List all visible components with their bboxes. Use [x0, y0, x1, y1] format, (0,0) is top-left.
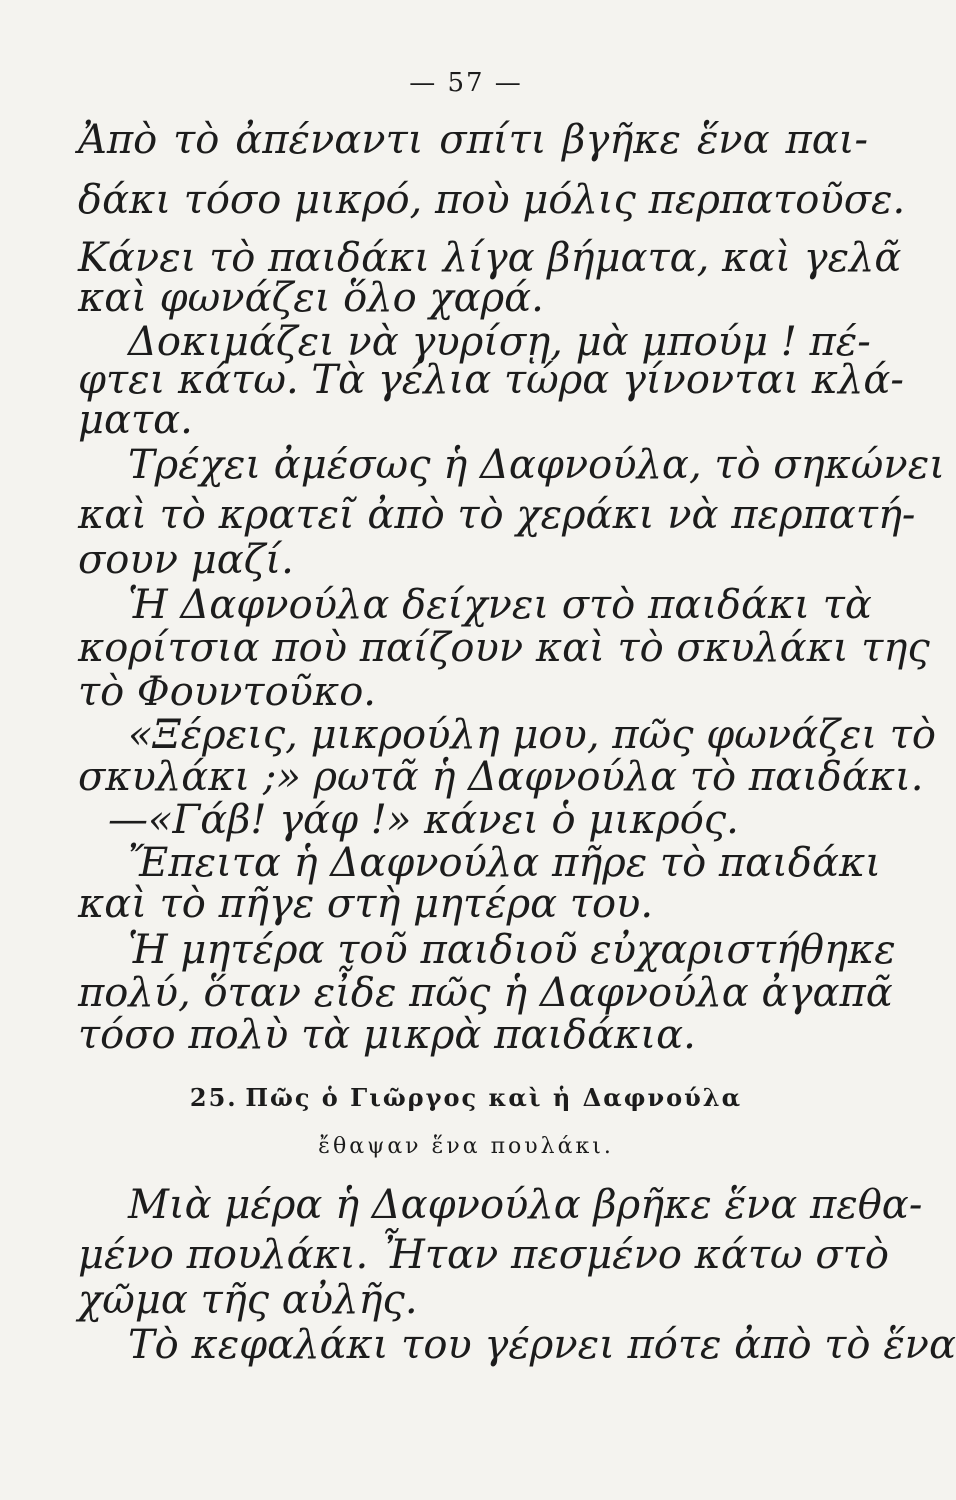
text-line: σουν μαζί. — [78, 537, 294, 583]
section-subtitle: ἔθαψαν ἕνα πουλάκι. — [318, 1134, 614, 1159]
text-line: τὸ Φουντοῦκο. — [78, 669, 376, 715]
text-line: φτει κάτω. Τὰ γέλια τώρα γίνονται κλά- — [78, 357, 904, 403]
text-line: πολύ, ὅταν εἶδε πῶς ἡ Δαφνούλα ἀγαπᾶ — [78, 970, 893, 1016]
text-line: χῶμα τῆς αὐλῆς. — [78, 1277, 418, 1323]
page-number: — 57 — — [409, 68, 523, 98]
section-subtitle-row — [0, 1125, 932, 1167]
text-line: Ἔπειτα ἡ Δαφνούλα πῆρε τὸ παιδάκι — [128, 840, 881, 886]
text-line: ματα. — [78, 397, 193, 443]
text-line: Ἀπὸ τὸ ἀπέναντι σπίτι βγῆκε ἕνα παι- — [78, 117, 868, 163]
section-heading — [0, 1078, 932, 1118]
section-title: Πῶς ὁ Γιῶργος καὶ ἡ Δαφνούλα — [245, 1083, 743, 1112]
text-line: τόσο πολὺ τὰ μικρὰ παιδάκια. — [78, 1012, 696, 1058]
text-line: Τρέχει ἀμέσως ἡ Δαφνούλα, τὸ σηκώνει — [128, 442, 945, 488]
text-line: «Ξέρεις, μικρούλη μου, πῶς φωνάζει τὸ — [128, 712, 936, 758]
text-line: σκυλάκι ;» ρωτᾶ ἡ Δαφνούλα τὸ παιδάκι. — [78, 754, 924, 800]
text-line: καὶ τὸ πῆγε στὴ μητέρα του. — [78, 881, 654, 927]
text-line: Δοκιμάζει νὰ γυρίσῃ, μὰ μπούμ ! πέ- — [128, 319, 871, 365]
text-line: —«Γάβ! γάφ !» κάνει ὁ μικρός. — [108, 797, 739, 843]
text-line: Μιὰ μέρα ἡ Δαφνούλα βρῆκε ἕνα πεθα- — [128, 1182, 923, 1228]
text-line: μένο πουλάκι. Ἦταν πεσμένο κάτω στὸ — [78, 1232, 889, 1278]
text-line: Τὸ κεφαλάκι του γέρνει πότε ἀπὸ τὸ ἕνα — [128, 1322, 956, 1368]
text-line: καὶ φωνάζει ὅλο χαρά. — [78, 275, 544, 321]
text-line: καὶ τὸ κρατεῖ ἀπὸ τὸ χεράκι νὰ περπατή- — [78, 492, 916, 538]
text-line: Ἡ μητέρα τοῦ παιδιοῦ εὐχαριστήθηκε — [128, 927, 896, 973]
text-line: Κάνει τὸ παιδάκι λίγα βήματα, καὶ γελᾶ — [78, 235, 902, 281]
text-line: κορίτσια ποὺ παίζουν καὶ τὸ σκυλάκι της — [78, 625, 930, 671]
text-line: Ἡ Δαφνούλα δείχνει στὸ παιδάκι τὰ — [128, 582, 872, 628]
text-line: δάκι τόσο μικρό, ποὺ μόλις περπατοῦσε. — [78, 177, 906, 223]
section-number: 25. — [189, 1083, 238, 1112]
